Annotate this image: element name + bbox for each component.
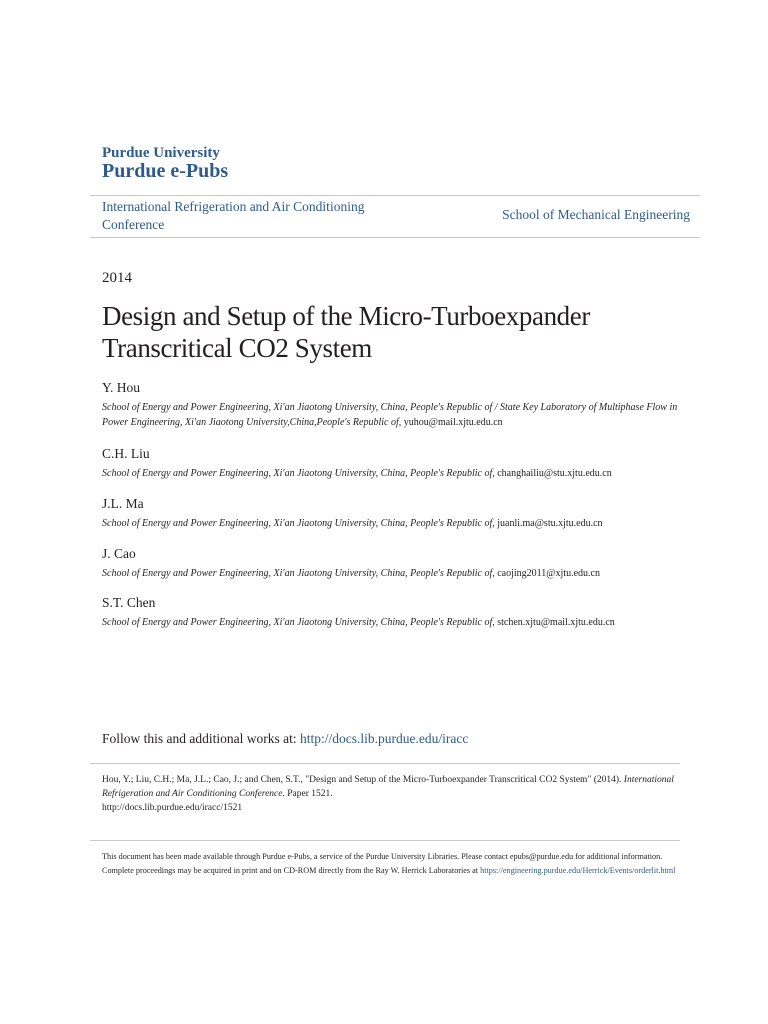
- citation-authors-title: Hou, Y.; Liu, C.H.; Ma, J.L.; Cao, J.; and Chen, S.T., "Design and Setup of the Micro-Turboexpander Transcritical CO2 System" (2014).: [102, 775, 624, 785]
- author-affiliation: School of Energy and Power Engineering, Xi'an Jiaotong University, China, People's Republic of, stchen.xjtu@mail.xjtu.edu.cn: [102, 617, 615, 628]
- notice-divider: [90, 840, 680, 841]
- follow-text: Follow this and additional works at:: [102, 731, 300, 746]
- affiliation-text: School of Energy and Power Engineering, Xi'an Jiaotong University, China, People's Republic of: [102, 468, 493, 479]
- citation-url[interactable]: http://docs.lib.purdue.edu/iracc/1521: [102, 803, 243, 813]
- notice-line-1: This document has been made available through Purdue e-Pubs, a service of the Purdue University Libraries. Please contact epubs@purdue.edu for additional information.: [102, 852, 663, 861]
- header-bottom-divider: [90, 237, 700, 238]
- affiliation-text: School of Energy and Power Engineering, Xi'an Jiaotong University, China, People's Republic of: [102, 617, 493, 628]
- citation: [102, 773, 682, 815]
- author-affiliation: School of Energy and Power Engineering, Xi'an Jiaotong University, China, People's Republic of / State Key Laboratory of Multiphase Flow in Power Engineering, Xi'an Jiaotong University,China,People's Republic of, yuhou@mail.xjtu.edu.cn: [102, 402, 678, 428]
- author-name: C.H. Liu: [102, 446, 150, 461]
- citation-venue: International Refrigeration and Air Conditioning Conference.: [102, 775, 674, 799]
- author-name: J. Cao: [102, 546, 136, 561]
- author-email[interactable]: caojing2011@xjtu.edu.cn: [497, 568, 600, 579]
- author-affiliation: School of Energy and Power Engineering, Xi'an Jiaotong University, China, People's Republic of, caojing2011@xjtu.edu.cn: [102, 568, 600, 579]
- author-email[interactable]: juanli.ma@stu.xjtu.edu.cn: [497, 518, 603, 529]
- repository-link[interactable]: Purdue e-Pubs: [102, 160, 229, 182]
- header-top-divider: [90, 195, 700, 196]
- author-name: S.T. Chen: [102, 595, 156, 610]
- author-block: [102, 446, 702, 481]
- author-block: [102, 496, 702, 531]
- author-email[interactable]: yuhou@mail.xjtu.edu.cn: [403, 417, 503, 428]
- affiliation-text: School of Energy and Power Engineering, Xi'an Jiaotong University, China, People's Republic of: [102, 568, 493, 579]
- herrick-link[interactable]: https://engineering.purdue.edu/Herrick/Events/orderlit.html: [480, 865, 676, 875]
- author-name: Y. Hou: [102, 380, 141, 395]
- availability-notice: [102, 850, 692, 877]
- conference-link[interactable]: International Refrigeration and Air Conditioning Conference: [102, 199, 365, 232]
- author-email[interactable]: changhailiu@stu.xjtu.edu.cn: [497, 468, 612, 479]
- publication-year: 2014: [102, 270, 132, 286]
- author-block: [102, 595, 702, 630]
- follow-line: [102, 731, 468, 747]
- author-block: [102, 546, 702, 581]
- author-affiliation: School of Energy and Power Engineering, Xi'an Jiaotong University, China, People's Republic of, changhailiu@stu.xjtu.edu.cn: [102, 468, 612, 479]
- collection-link[interactable]: http://docs.lib.purdue.edu/iracc: [300, 731, 469, 746]
- author-block: [102, 380, 702, 430]
- affiliation-text: School of Energy and Power Engineering, Xi'an Jiaotong University, China, People's Republic of: [102, 518, 493, 529]
- notice-line-2: Complete proceedings may be acquired in print and on CD-ROM directly from the Ray W. Herrick Laboratories at: [102, 865, 481, 875]
- author-affiliation: School of Energy and Power Engineering, Xi'an Jiaotong University, China, People's Republic of, juanli.ma@stu.xjtu.edu.cn: [102, 518, 603, 529]
- citation-divider: [90, 763, 680, 764]
- author-name: J.L. Ma: [102, 496, 144, 511]
- paper-title: Design and Setup of the Micro-Turboexpander Transcritical CO2 System: [102, 301, 590, 363]
- author-email[interactable]: stchen.xjtu@mail.xjtu.edu.cn: [497, 617, 615, 628]
- affiliation-text: School of Energy and Power Engineering, Xi'an Jiaotong University, China, People's Republic of / State Key Laboratory of Multiphase Flow in Power Engineering, Xi'an Jiaotong University,China,People's Republic of: [102, 402, 678, 428]
- school-link[interactable]: School of Mechanical Engineering: [502, 207, 690, 222]
- citation-paper: Paper 1521.: [284, 789, 333, 799]
- university-name: Purdue University: [102, 145, 220, 161]
